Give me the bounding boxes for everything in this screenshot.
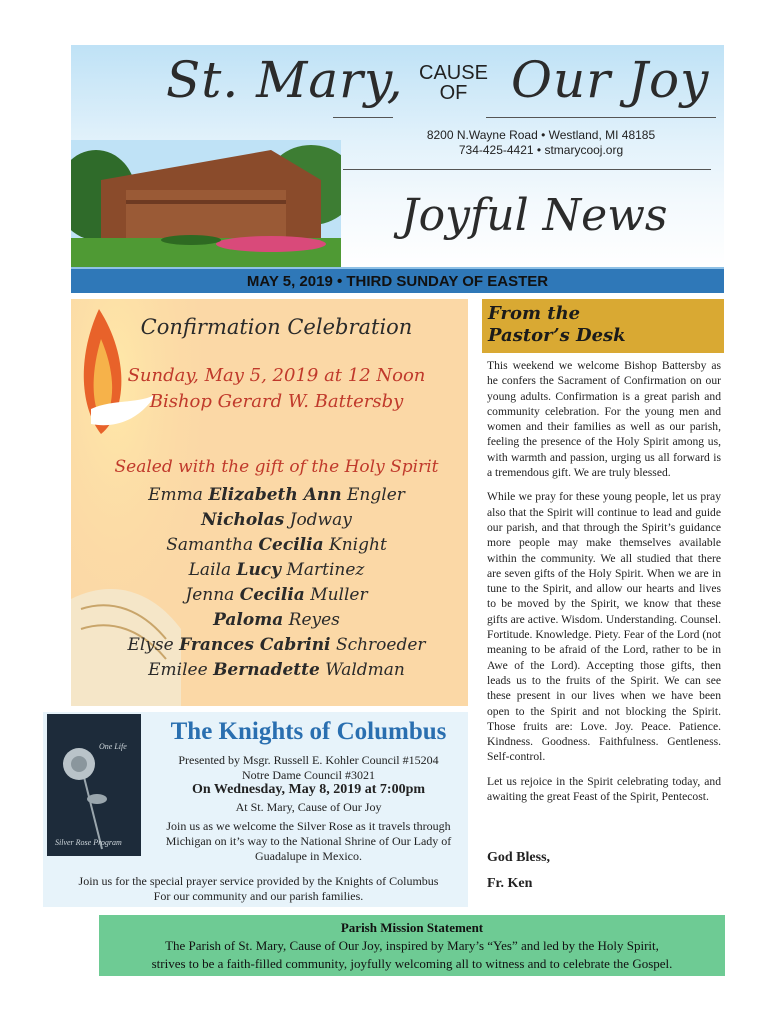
pastor-letter <box>487 358 721 813</box>
mission-title: Parish Mission Statement <box>340 920 484 935</box>
confirmand-name: Laila Lucy Martinez <box>188 560 365 580</box>
confirmation-sealed-text: Sealed with the gift of the Holy Spirit <box>114 457 439 477</box>
silver-rose-image <box>47 714 141 856</box>
rose-caption: One Life <box>99 742 127 751</box>
address-text: 8200 N.Wayne Road • Westland, MI 48185 <box>426 128 656 142</box>
mission-line: strives to be a faith-filled community, joyfully welcoming all to witness and to celebrate the Gospel. <box>151 956 673 971</box>
contact-text: 734-425-4421 • stmarycooj.org <box>458 143 624 157</box>
issue-date-bar: MAY 5, 2019 • THIRD SUNDAY OF EASTER <box>71 267 724 293</box>
confirmation-section <box>71 299 468 706</box>
divider <box>333 117 393 118</box>
silver-rose-icon <box>47 714 141 856</box>
confirmand-name: Emma Elizabeth Ann Engler <box>148 485 405 505</box>
parish-name-right: Our Joy <box>511 51 710 109</box>
confirmand-name: Samantha Cecilia Knight <box>166 535 387 555</box>
knights-presented: Presented by Msgr. Russell E. Kohler Council #15204 <box>178 753 439 767</box>
newsletter-title: Joyful News <box>401 190 668 241</box>
pastor-signature: Fr. Ken <box>487 876 533 891</box>
confirmand-name: Nicholas Jodway <box>201 510 352 530</box>
pastor-paragraph: Let us rejoice in the Spirit celebrating today, and awaiting the great Feast of the Spirit, Pentecost. <box>487 774 721 804</box>
knights-description: Join us as we welcome the Silver Rose as it travels through Michigan on it’s way to the National Shrine of Our Lady of Guadalupe in Mexico. <box>165 819 452 863</box>
pastor-paragraph: While we pray for these young people, let us pray also that the Spirit will continue to lead and guide our parish, and that through the Spirit’s guidance more people may make themselves available within the community. We all studied that there are seven gifts of the Holy Spirit. When we are in tune to the Spirit, and allow our hearts and lives to be moved by the Spirit, we know that these gifts are active. Wisdom. Understanding. Counsel. Fortitude. Knowledge. Piety. Fear of the Lord (not meaning to be afraid of the Lord, rather to be in Awe of the Lord). Accepting those gifts, then leads us to the fruits of the Spirit. We can see these present in our lives when we have been open to the Spirit and not blocking the Spirit. Those fruits are: Love. Joy. Peace. Patience. Kindness. Goodness. Faithfulness. Gentleness. Self-control. <box>487 490 721 764</box>
church-photo <box>71 140 341 267</box>
pastor-paragraph: This weekend we welcome Bishop Battersby as he confers the Sacrament of Confirmation on our young adults. Confirmation is a great parish and community celebration. For the young men and women and their families as well as our parish, feeling the presence of the Holy Spirit among us, with warmth and passion, urging us all forward is a tremendous gift. We are truly blessed. <box>487 359 721 480</box>
confirmation-bishop: Bishop Gerard W. Battersby <box>149 391 404 412</box>
divider <box>486 117 716 118</box>
confirmation-when <box>91 363 462 415</box>
confirmand-name: Paloma Reyes <box>213 610 340 630</box>
knights-event-time: On Wednesday, May 8, 2019 at 7:00pm <box>191 782 426 797</box>
rose-caption-bottom: Silver Rose Program <box>55 838 122 847</box>
mission-statement <box>99 915 725 976</box>
confirmand-list <box>91 483 462 683</box>
confirmation-date: Sunday, May 5, 2019 at 12 Noon <box>127 365 426 386</box>
knights-location: At St. Mary, Cause of Our Joy <box>235 800 382 814</box>
pastor-closing: God Bless, <box>487 850 551 865</box>
mission-line: The Parish of St. Mary, Cause of Our Joy, inspired by Mary’s “Yes” and led by the Holy Spirit, <box>165 938 659 953</box>
knights-title: The Knights of Columbus <box>170 718 447 745</box>
confirmand-name: Elyse Frances Cabrini Schroeder <box>127 635 426 655</box>
confirmand-name: Emilee Bernadette Waldman <box>148 660 405 680</box>
parish-name-left: St. Mary, <box>166 51 404 109</box>
knights-section <box>43 712 468 907</box>
address-block <box>376 128 706 158</box>
confirmand-name: Jenna Cecilia Muller <box>185 585 368 605</box>
pastor-desk-heading: From the Pastor’s Desk <box>482 299 724 353</box>
knights-footer: Join us for the special prayer service provided by the Knights of Columbus For our community and our parish families. <box>78 874 439 903</box>
divider <box>343 169 711 170</box>
confirmation-title: Confirmation Celebration <box>140 315 413 339</box>
header-banner <box>71 45 724 267</box>
knights-council: Notre Dame Council #3021 <box>242 768 375 782</box>
parish-name-middle: CAUSE OF <box>419 62 488 104</box>
